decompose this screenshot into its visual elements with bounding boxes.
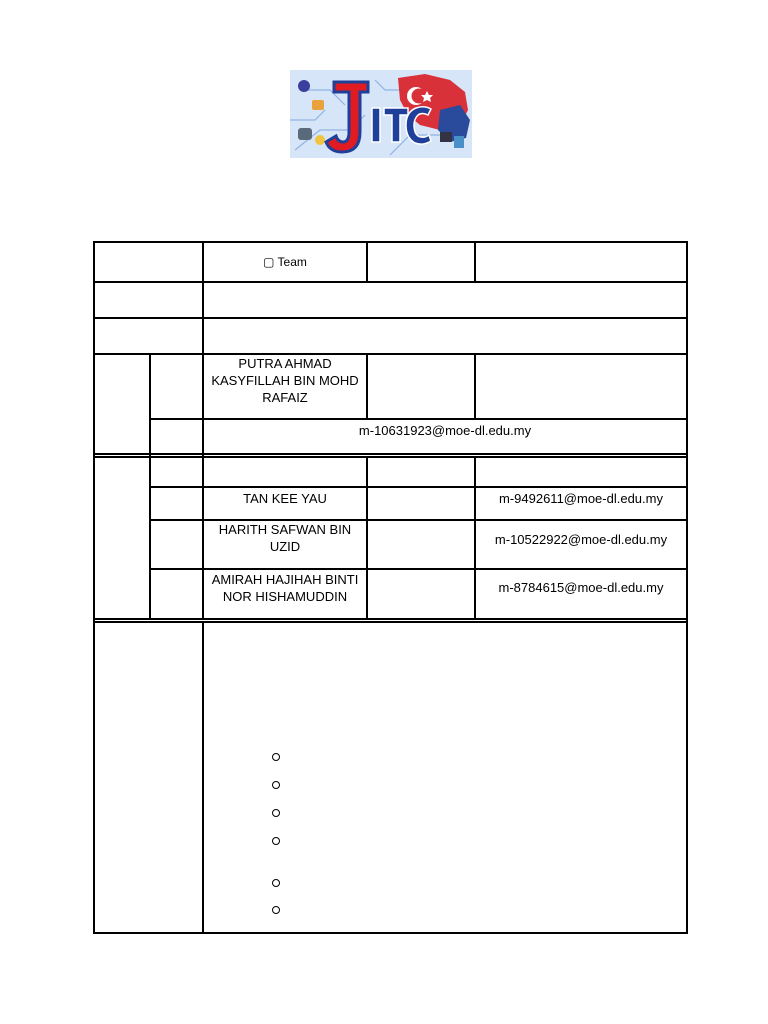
member-email: m-10522922@moe-dl.edu.my	[494, 531, 668, 547]
rule	[366, 456, 368, 618]
rule	[93, 456, 688, 458]
list-bullet-icon	[272, 809, 280, 817]
member-name: AMIRAH HAJIHAH BINTI NOR HISHAMUDDIN	[211, 572, 359, 604]
rule	[366, 241, 368, 281]
rule	[93, 317, 688, 319]
rule	[202, 621, 204, 934]
table-border-bottom	[93, 932, 688, 934]
rule	[93, 281, 688, 283]
rule	[366, 353, 368, 418]
jitc-logo-icon	[290, 70, 472, 158]
member-email: m-9492611@moe-dl.edu.my	[499, 491, 663, 506]
rule	[474, 353, 476, 418]
rule	[93, 353, 688, 355]
table-border-left	[93, 241, 95, 934]
member-name: TAN KEE YAU	[243, 491, 327, 506]
list-bullet-icon	[272, 837, 280, 845]
member-email: m-8784615@moe-dl.edu.my	[498, 579, 664, 595]
table-border-right	[686, 241, 688, 934]
list-bullet-icon	[272, 781, 280, 789]
rule	[93, 453, 688, 455]
leader-name: PUTRA AHMAD KASYFILLAH BIN MOHD RAFAIZ	[211, 356, 359, 405]
leader-email: m-10631923@moe-dl.edu.my	[358, 423, 532, 438]
rule	[149, 353, 151, 618]
list-bullet-icon	[272, 753, 280, 761]
jitc-logo	[290, 70, 472, 158]
rule	[93, 618, 688, 620]
rule	[474, 241, 476, 281]
table-border-top	[93, 241, 688, 243]
list-bullet-icon	[272, 879, 280, 887]
member-name: HARITH SAFWAN BIN UZID	[218, 522, 352, 554]
team-option-checkbox[interactable]: ▢ Team	[263, 254, 307, 269]
rule	[93, 621, 688, 623]
list-bullet-icon	[272, 906, 280, 914]
